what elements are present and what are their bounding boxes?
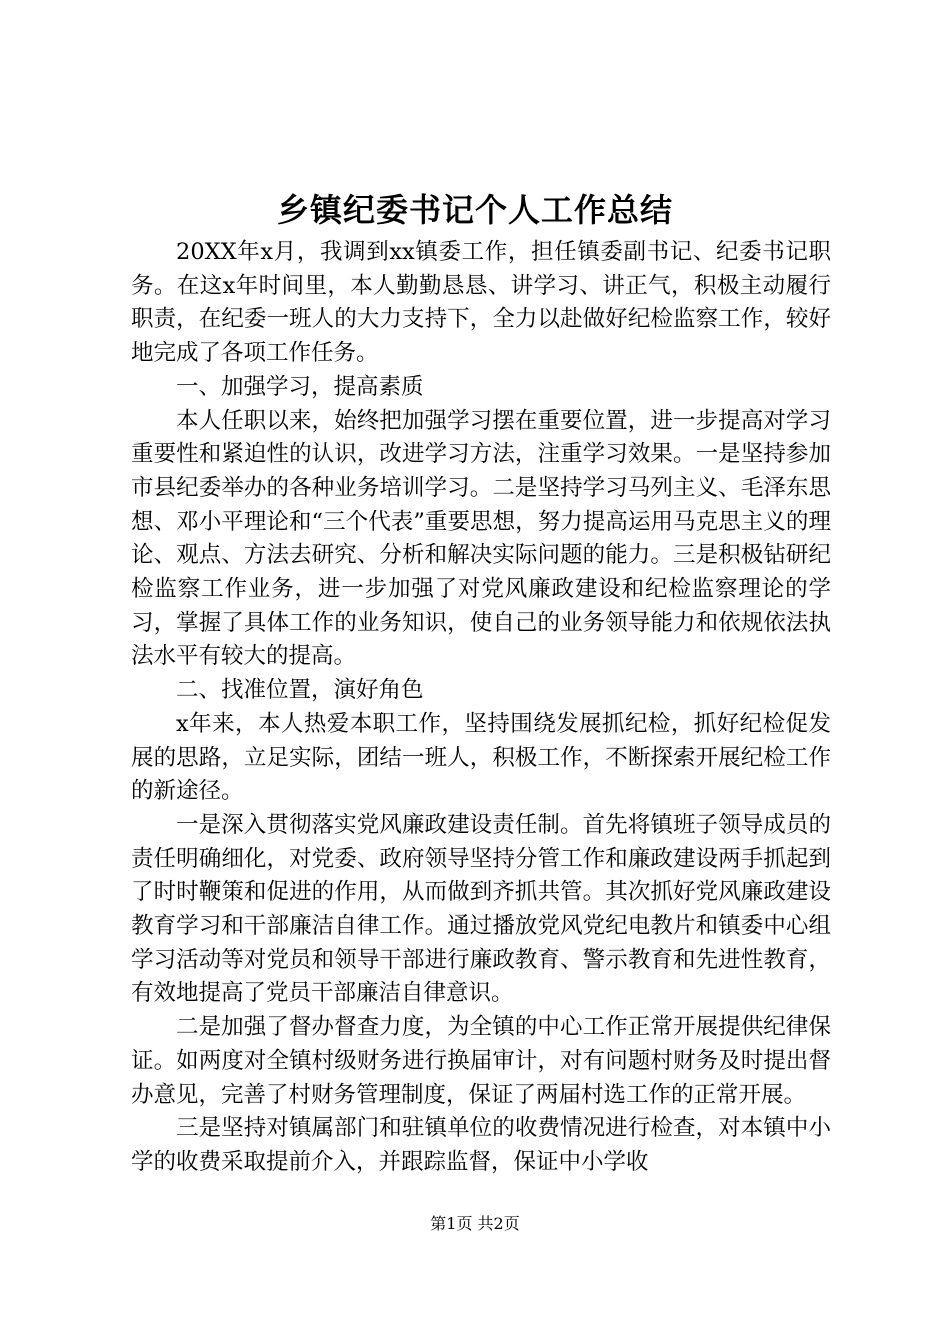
page-number: 第1页 共2页 [430,1214,520,1233]
paragraph-intro: 20XX年x月，我调到xx镇委工作，担任镇委副书记、纪委书记职务。在这x年时间里，本人勤勤恳恳、讲学习、讲正气，积极主动履行职责，在纪委一班人的大力支持下，全力以赴做好纪检监察工作，较好地完成了各项工作任务。 [131,239,831,367]
paragraph-item-3: 三是坚持对镇属部门和驻镇单位的收费情况进行检查，对本镇中小学的收费采取提前介入，并跟踪监督，保证中小学收 [131,1115,831,1175]
paragraph-study: 本人任职以来，始终把加强学习摆在重要位置，进一步提高对学习重要性和紧迫性的认识，改进学习方法，注重学习效果。一是坚持参加市县纪委举办的各种业务培训学习。二是坚持学习马列主义、毛泽东思想、邓小平理论和“三个代表”重要思想，努力提高运用马克思主义的理论、观点、方法去研究、分析和解决实际问题的能力。三是积极钻研纪检监察工作业务，进一步加强了对党风廉政建设和纪检监察理论的学习，掌握了具体工作的业务知识，使自己的业务领导能力和依规依法执法水平有较大的提高。 [131,407,831,670]
paragraph-item-1: 一是深入贯彻落实党风廉政建设责任制。首先将镇班子领导成员的责任明确细化，对党委、政府领导坚持分管工作和廉政建设两手抓起到了时时鞭策和促进的作用，从而做到齐抓共管。其次抓好党风廉政建设教育学习和干部廉洁自律工作。通过播放党风党纪电教片和镇委中心组学习活动等对党员和领导干部进行廉政教育、警示教育和先进性教育，有效地提高了党员干部廉洁自律意识。 [131,811,831,1007]
paragraph-role: x年来，本人热爱本职工作，坚持围绕发展抓纪检，抓好纪检促发展的思路，立足实际，团结一班人，积极工作，不断探索开展纪检工作的新途径。 [131,710,831,805]
paragraph-item-2: 二是加强了督办督查力度，为全镇的中心工作正常开展提供纪律保证。如两度对全镇村级财务进行换届审计，对有问题村财务及时提出督办意见，完善了村财务管理制度，保证了两届村选工作的正常开展。 [131,1014,831,1108]
section-heading-2: 二、找准位置，演好角色 [176,677,424,704]
document-title: 乡镇纪委书记个人工作总结 [276,191,673,229]
section-heading-1: 一、加强学习，提高素质 [176,373,424,400]
document-body [131,236,831,1180]
